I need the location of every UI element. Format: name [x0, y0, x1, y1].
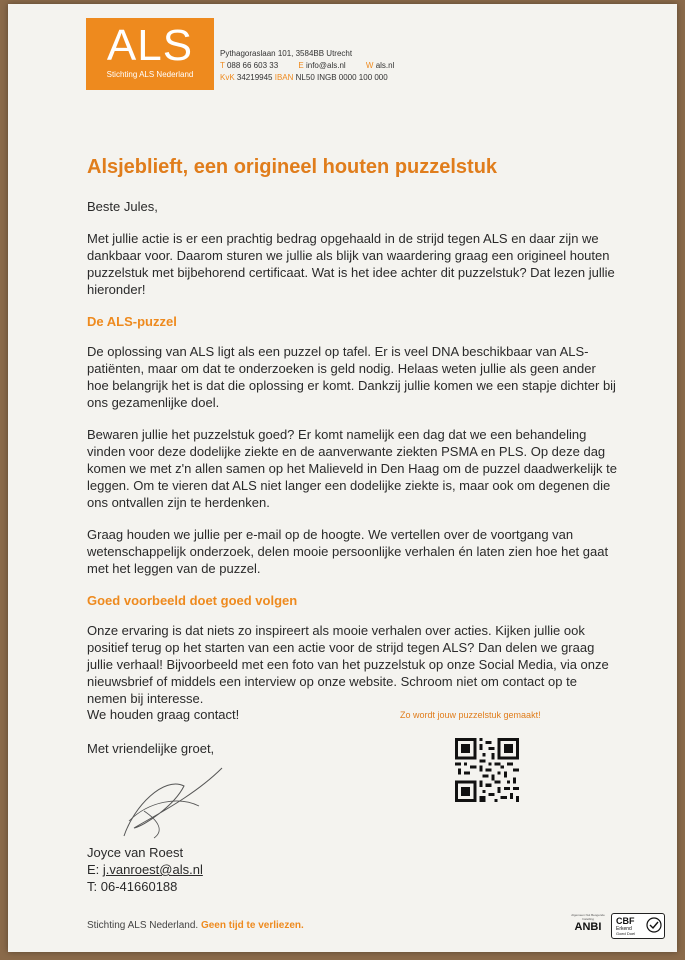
footer-org: Stichting ALS Nederland.: [87, 920, 199, 931]
cbf-subtitle-1: Erkend: [616, 926, 632, 932]
kvk-number: 34219945: [236, 73, 273, 82]
web-label: W: [365, 61, 374, 70]
section-heading-als-puzzel: De ALS-puzzel: [87, 314, 177, 329]
footer: [87, 920, 304, 931]
regards-line: Met vriendelijke groet,: [87, 741, 215, 756]
paragraph-4: Onze ervaring is dat niets zo inspireert als mooie verhalen over acties. Kijken jullie ook positief terug op het starten van een actie voor de strijd tegen ALS? Dan delen we graag jullie verhaal! Bijvoorbeeld met een foto van het puzzelstuk op onze Social Media, via onze nieuwsbrief of middels een interview op onze website. Schroom niet om contact op te nemen bij interesse.: [87, 623, 609, 706]
closing-line: We houden graag contact!: [87, 707, 240, 722]
signer-block: [87, 844, 203, 895]
contact-line-1: [220, 60, 394, 72]
signature-icon: [104, 766, 224, 846]
cbf-badge: [611, 913, 665, 939]
logo-subtitle: Stichting ALS Nederland: [106, 70, 194, 79]
signer-name: Joyce van Roest: [87, 845, 184, 860]
letter-body: [87, 198, 617, 722]
footer-slogan: Geen tijd te verliezen.: [200, 920, 304, 931]
letter-title: Alsjeblieft, een origineel houten puzzelstuk: [87, 156, 498, 178]
email[interactable]: info@als.nl: [305, 61, 346, 70]
paragraph-3: Graag houden we jullie per e-mail op de hoogte. We vertellen over de voortgang van wetenschappelijk onderzoek, delen mooie persoonlijke verhalen én laten zien hoe het gaat met het leggen van de puzzel.: [87, 527, 609, 576]
email-label: E: [298, 61, 304, 70]
salutation: Beste Jules,: [87, 199, 158, 214]
signer-email-link[interactable]: j.vanroest@als.nl: [102, 862, 203, 877]
cbf-check-icon: [646, 917, 662, 933]
contact-line-2: [220, 72, 394, 84]
contact-block: [220, 48, 394, 84]
address: Pythagoraslaan 101, 3584BB Utrecht: [220, 49, 353, 58]
signer-email-label: E:: [87, 862, 100, 877]
signer-phone-line: [87, 878, 203, 895]
letter-page: [8, 4, 677, 952]
kvk-label: KvK: [220, 73, 235, 82]
phone: 088 66 603 33: [226, 61, 279, 70]
logo-mark: ALS: [106, 21, 194, 70]
iban-number: NL50 INGB 0000 100 000: [295, 73, 388, 82]
anbi-text: ANBI: [574, 921, 602, 933]
qr-code-icon[interactable]: [455, 738, 519, 802]
anbi-small-text: Algemeen Nut Beogende Instelling: [571, 913, 605, 921]
signer-phone-label: T:: [87, 879, 98, 894]
cbf-subtitle-2: Goed Doel: [616, 931, 636, 936]
iban-label: IBAN: [274, 73, 294, 82]
anbi-badge: [571, 913, 605, 933]
signer-phone: 06-41660188: [100, 879, 178, 894]
intro-paragraph: Met jullie actie is er een prachtig bedrag opgehaald in de strijd tegen ALS en daar zijn we dankbaar voor. Daarom sturen we jullie als blijk van waardering graag een origineel houten puzzelstuk met bijbehorend certificaat. Wat is het idee achter dit puzzelstuk? Dat lezen jullie hieronder!: [87, 231, 615, 297]
cbf-title: CBF: [616, 916, 635, 926]
website[interactable]: als.nl: [375, 61, 395, 70]
phone-label: T: [220, 61, 225, 70]
qr-caption: Zo wordt jouw puzzelstuk gemaakt!: [400, 710, 541, 720]
paragraph-1: De oplossing van ALS ligt als een puzzel op tafel. Er is veel DNA beschikbaar van ALS-patiënten, maar om dat te onderzoeken is geld nodig. Helaas weten jullie als geen ander hoe belangrijk het is dat die oplossing er komt. Dankzij jullie komen we een stapje dichter bij ons gezamenlijke doel.: [87, 344, 616, 410]
paragraph-2: Bewaren jullie het puzzelstuk goed? Er komt namelijk een dag dat we een behandeling vinden voor deze dodelijke ziekte en de aanverwante ziekten PSMA en PLS. Op deze dag komen we met z'n allen samen op het Malieveld in Den Haag om de puzzel daadwerkelijk te leggen. Om te vieren dat ALS niet langer een dodelijke ziekte is, maar ook om degenen die ons ontvallen zijn te herdenken.: [87, 427, 617, 510]
als-logo: [86, 18, 214, 90]
section-heading-goed-voorbeeld: Goed voorbeeld doet goed volgen: [87, 593, 298, 608]
signer-email-line: [87, 861, 203, 878]
